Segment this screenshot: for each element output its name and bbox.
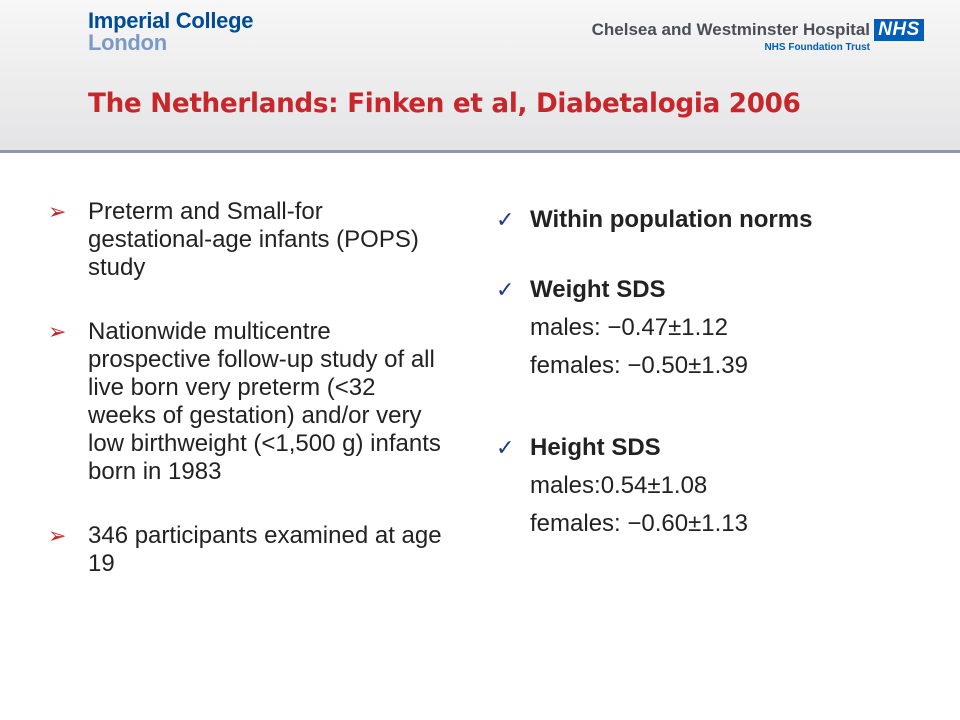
list-item [48,318,448,486]
result-value: males: −0.47±1.12 [530,314,728,341]
imperial-college-logo [88,10,253,54]
result-value: males:0.54±1.08 [530,472,708,499]
result-label: Within population norms [530,206,813,233]
hospital-logo [592,20,870,53]
header-divider [0,150,960,153]
list-item [496,433,936,463]
list-item [496,275,936,305]
result-label: Height SDS [530,434,661,461]
bullet-text: Preterm and Small-for gestational-age infants (POPS) study [88,198,419,281]
checkmark-icon: ✓ [496,277,515,302]
arrow-bullet-icon: ➢ [48,319,67,344]
hospital-name: Chelsea and Westminster Hospital [591,20,870,39]
list-item [496,205,936,235]
slide-title: The Netherlands: Finken et al, Diabetalogia 2006 [88,88,801,119]
result-value: females: −0.50±1.39 [530,352,748,379]
result-value: females: −0.60±1.13 [530,510,748,537]
list-item [48,198,448,282]
right-results-list [496,205,936,539]
nhs-logo: NHS [874,19,924,41]
checkmark-icon: ✓ [496,435,515,460]
bullet-text: Nationwide multicentre prospective follow-up study of all live born very preterm (<32 weeks of gestation) and/or very low birthweight (<1,500 g) infants born in 1983 [88,318,441,485]
slide-header [0,0,960,150]
bullet-text: 346 participants examined at age 19 [88,522,442,577]
list-item [48,522,448,578]
checkmark-icon: ✓ [496,207,515,232]
arrow-bullet-icon: ➢ [48,523,67,548]
imperial-logo-line2: London [88,30,167,55]
arrow-bullet-icon: ➢ [48,199,67,224]
imperial-logo-line1: Imperial College [88,8,254,33]
hospital-trust: NHS Foundation Trust [764,42,870,53]
left-bullet-list [48,198,448,614]
result-label: Weight SDS [530,276,666,303]
